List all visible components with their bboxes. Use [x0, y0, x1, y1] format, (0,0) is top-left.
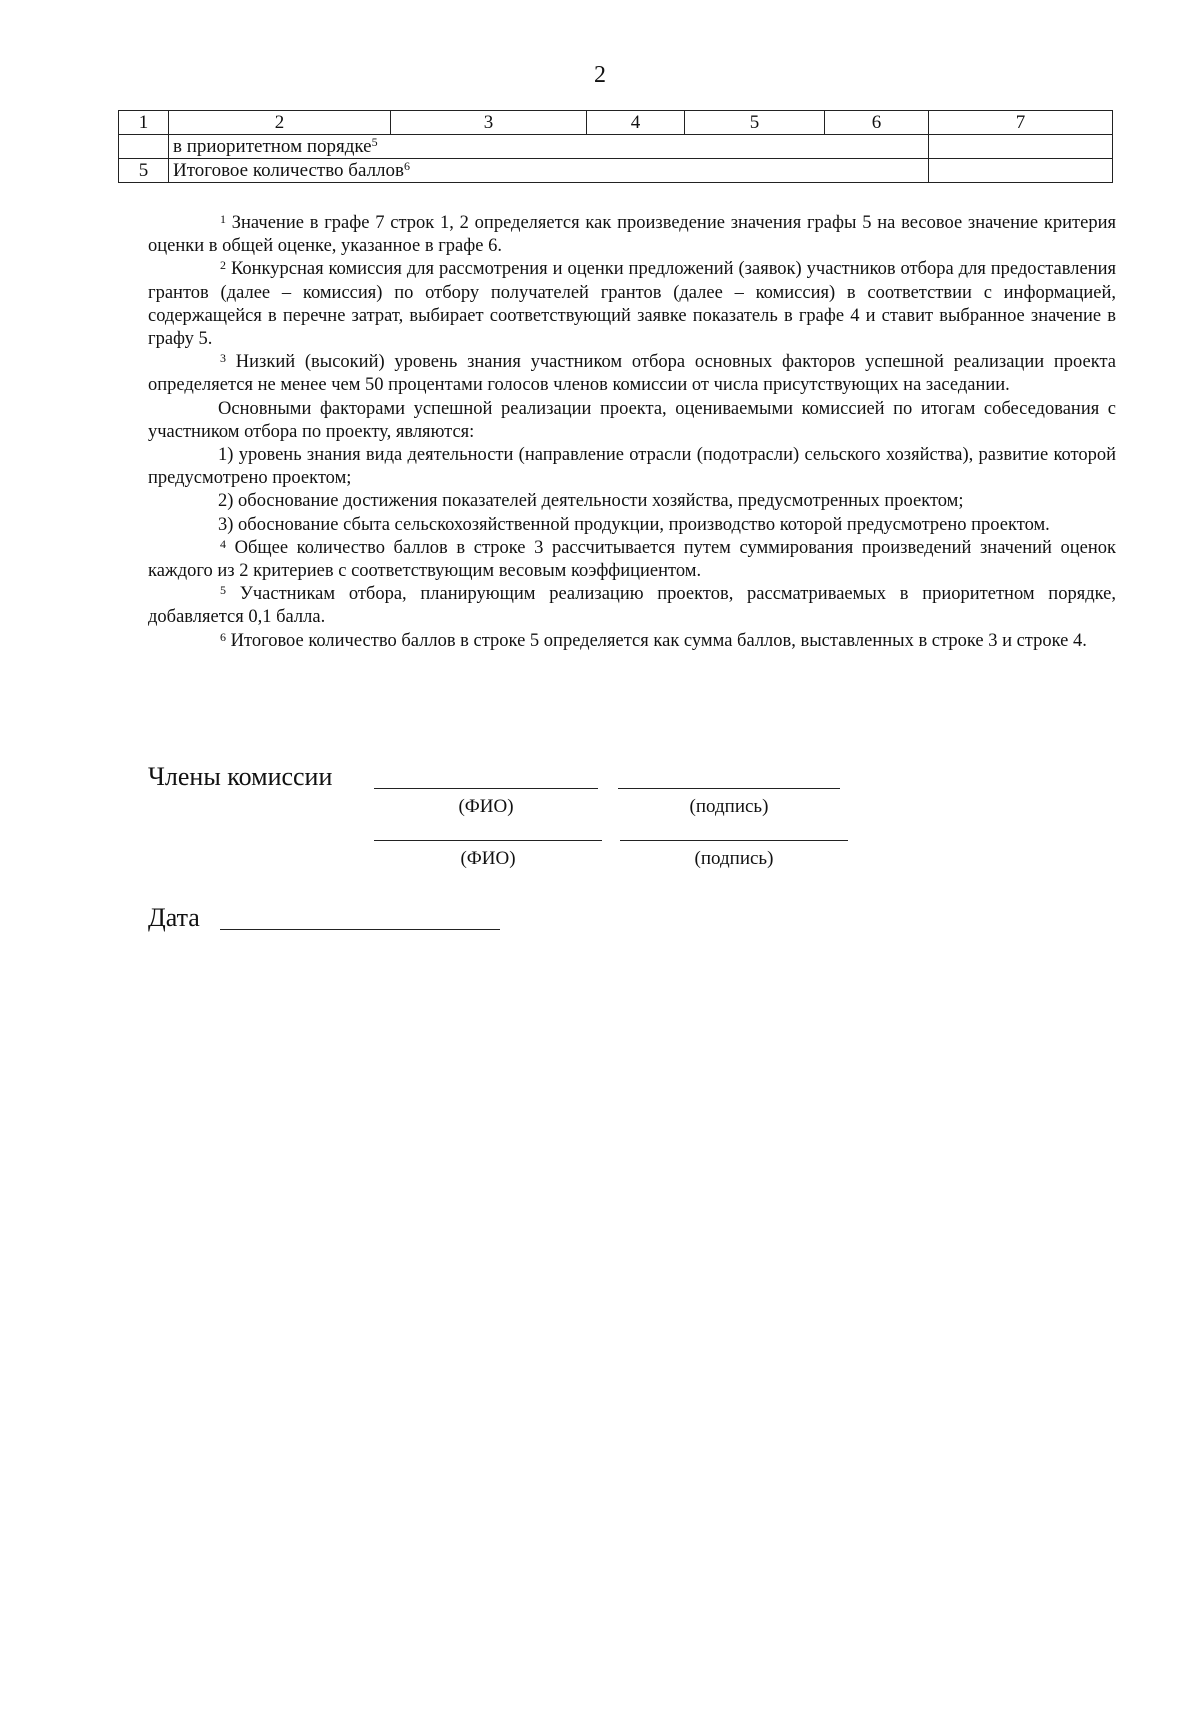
table-row: [119, 159, 1113, 183]
signature-line: [620, 840, 848, 841]
row-text: Итоговое количество баллов$^6$: [169, 159, 929, 183]
footnote: $^4$ Общее количество баллов в строке 3 рассчитывается путем суммирования произведений значений оценок каждого из 2 критериев с соответствующим весовым коэффициентом.: [148, 536, 1116, 582]
header-cell: 5: [685, 111, 825, 135]
factor-item: 2) обоснование достижения показателей деятельности хозяйства, предусмотренных проектом;: [218, 491, 964, 512]
fio-caption: (ФИО): [460, 848, 516, 869]
header-cell: 4: [587, 111, 685, 135]
footnote: $^3$ Низкий (высокий) уровень знания участником отбора основных факторов успешной реализации проекта определяется не менее чем 50 процентами голосов членов комиссии от числа присутствующих на заседании.: [148, 351, 1116, 396]
signature-caption: (подпись): [689, 796, 769, 817]
row-text: в приоритетном порядке$^5$: [169, 135, 929, 159]
header-cell: 6: [825, 111, 929, 135]
evaluation-table: [118, 110, 1113, 183]
row-number: [119, 135, 169, 159]
header-cell: 1: [119, 111, 169, 135]
footnote: $^2$ Конкурсная комиссия для рассмотрения и оценки предложений (заявок) участников отбора для предоставления грантов (далее – комиссия) по отбору получателей грантов (далее – комиссия) в соответствии с информацией, содержащейся в перечне затрат, выбирает соответствующий заявке показатель в графе 4 и ставит выбранное значение в графу 5.: [148, 258, 1116, 350]
table-header-row: [119, 111, 1113, 135]
header-cell: 7: [929, 111, 1113, 135]
factor-item: 3) обоснование сбыта сельскохозяйственной продукции, производство которой предусмотрено проектом.: [218, 514, 1050, 535]
row-value: [929, 159, 1113, 183]
fio-line: [374, 788, 598, 789]
fio-caption: (ФИО): [458, 796, 514, 817]
fio-line: [374, 840, 602, 841]
footnote: $^1$ Значение в графе 7 строк 1, 2 определяется как произведение значения графы 5 на весовое значение критерия оценки в общей оценке, указанное в графе 6.: [148, 212, 1116, 257]
footnote: $^5$ Участникам отбора, планирующим реализацию проектов, рассматриваемых в приоритетном порядке, добавляется 0,1 балла.: [148, 583, 1116, 628]
table-row: [119, 135, 1113, 159]
footnote: $^6$ Итоговое количество баллов в строке 5 определяется как сумма баллов, выставленных в строке 3 и строке 4.: [220, 629, 1087, 651]
members-label: Члены комиссии: [148, 762, 333, 791]
date-line: [220, 929, 500, 930]
signature-caption: (подпись): [694, 848, 774, 869]
row-number: 5: [119, 159, 169, 183]
date-label: Дата: [148, 903, 200, 932]
page-number: 2: [594, 62, 606, 88]
footnotes: [148, 212, 1116, 653]
signature-line: [618, 788, 840, 789]
header-cell: 3: [391, 111, 587, 135]
factor-item: 1) уровень знания вида деятельности (направление отрасли (подотрасли) сельского хозяйства), развитие которой предусмотрено проектом;: [148, 445, 1116, 489]
header-cell: 2: [169, 111, 391, 135]
row-value: [929, 135, 1113, 159]
factors-intro: Основными факторами успешной реализации проекта, оцениваемыми комиссией по итогам собеседования с участником отбора по проекту, являются:: [148, 398, 1116, 442]
